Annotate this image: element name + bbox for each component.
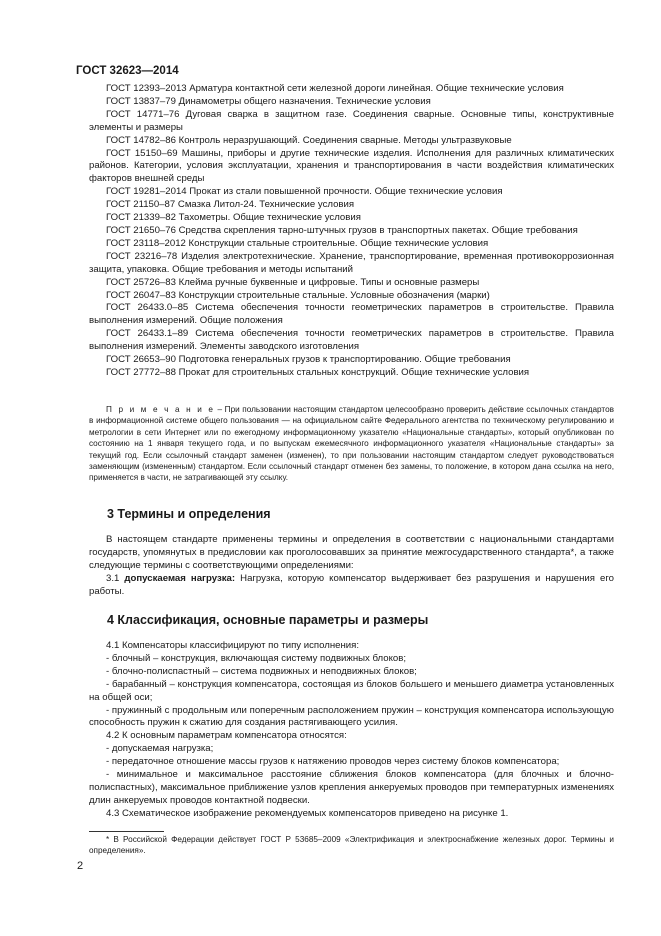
list-item: - допускаемая нагрузка; [106, 743, 214, 755]
reference-item: ГОСТ 23216–78 Изделия электротехнические. Хранение, транспортирование, временная противокоррозионная защита, упаковка. Общие требования и методы испытаний [89, 250, 614, 275]
term-text: Нагрузка, которую компенсатор выдерживает без разрушения и нарушения его работы. [89, 572, 614, 597]
reference-item: ГОСТ 26433.0–85 Система обеспечения точности геометрических параметров в строительстве. Правила выполнения измерений. Общие положения [89, 302, 614, 327]
page-header: ГОСТ 32623—2014 [76, 65, 179, 77]
list-item: - блочно-полиспастный – система подвижных и неподвижных блоков; [106, 665, 417, 677]
footnote: * В Российской Федерации действует ГОСТ Р 53685–2009 «Электрификация и электроснабжение железных дорог. Термины и определения». [89, 835, 614, 856]
list-item: - минимальное и максимальное расстояние сближения блоков компенсатора (для блочных и блочно-полиспастных), максимальное приближение узлов крепления анкеруемых проводов при температурных изменениях длин анкеруемых проводов контактной подвески. [89, 769, 614, 806]
reference-item: ГОСТ 26047–83 Конструкции строительные стальные. Условные обозначения (марки) [106, 289, 490, 301]
reference-item: ГОСТ 27772–88 Прокат для строительных стальных конструкций. Общие технические условия [106, 366, 530, 378]
reference-item: ГОСТ 21650–76 Средства скрепления тарно-штучных грузов в транспортных пакетах. Общие требования [106, 224, 578, 236]
note-label: П р и м е ч а н и е [106, 405, 215, 414]
page-number: 2 [77, 860, 84, 872]
section-3-body [89, 534, 614, 599]
paragraph: 4.3 Схематическое изображение рекомендуемых компенсаторов приведено на рисунке 1. [106, 807, 509, 819]
reference-item: ГОСТ 15150–69 Машины, приборы и другие технические изделия. Исполнения для различных климатических районов. Категории, условия эксплуатации, хранения и транспортирования в части воздействия климатических факторов внешней среды [89, 147, 614, 185]
list-item: - барабанный – конструкция компенсатора, состоящая из блоков большего и меньшего диаметра установленных на общей оси; [89, 678, 614, 703]
references-note [89, 404, 614, 484]
reference-item: ГОСТ 26433.1–89 Система обеспечения точности геометрических параметров в строительстве. Правила выполнения измерений. Элементы заводского изготовления [89, 328, 614, 353]
list-item: - пружинный с продольным или поперечным расположением пружин – конструкция компенсатора использующую способность пружин к сжатию для создания растягивающего усилия. [89, 704, 614, 729]
paragraph: 4.2 К основным параметрам компенсатора относятся: [106, 730, 347, 742]
reference-item: ГОСТ 25726–83 Клейма ручные буквенные и цифровые. Типы и основные размеры [106, 276, 480, 288]
reference-item: ГОСТ 21150–87 Смазка Литол-24. Технические условия [106, 199, 355, 211]
reference-item: ГОСТ 14771–76 Дуговая сварка в защитном газе. Соединения сварные. Основные типы, конструктивные элементы и размеры [89, 108, 614, 133]
term-name: допускаемая нагрузка: [124, 572, 236, 584]
section-3-intro: В настоящем стандарте применены термины и определения в соответствии с национальными стандартами государств, упомянутых в предисловии как проголосовавших за принятие межгосударственного стандарта*, а также следующие термины с соответствующими определениями: [89, 534, 614, 571]
section-3-heading: 3 Термины и определения [107, 507, 271, 521]
reference-item: ГОСТ 19281–2014 Прокат из стали повышенной прочности. Общие технические условия [106, 186, 503, 198]
list-item: - передаточное отношение массы грузов к натяжению проводов через систему блоков компенсатора; [106, 756, 560, 768]
normative-references-list [89, 83, 614, 380]
section-4-heading: 4 Классификация, основные параметры и размеры [107, 613, 429, 627]
section-4-body [89, 640, 614, 821]
reference-item: ГОСТ 23118–2012 Конструкции стальные строительные. Общие технические условия [106, 237, 489, 249]
footnote-divider [89, 831, 164, 832]
reference-item: ГОСТ 26653–90 Подготовка генеральных грузов к транспортированию. Общие требования [106, 354, 511, 366]
list-item: - блочный – конструкция, включающая систему подвижных блоков; [106, 652, 407, 664]
reference-item: ГОСТ 13837–79 Динамометры общего назначения. Технические условия [106, 95, 431, 107]
paragraph: 4.1 Компенсаторы классифицируют по типу исполнения: [106, 640, 359, 651]
reference-item: ГОСТ 12393–2013 Арматура контактной сети железной дороги линейная. Общие технические условия [106, 83, 564, 94]
note-text: – При пользовании настоящим стандартом целесообразно проверить действие ссылочных стандартов в информационной системе общего пользования — на официальном сайте Федерального агентства по техническому регулированию и метрологии в сети Интернет или по ежегодному информационному указателю «Национальные стандарты», который опубликован по состоянию на 1 января текущего года, и по выпускам ежемесячного информационного указателя «Национальные стандарты» за текущий год. Если ссылочный стандарт заменен (изменен), то при пользовании настоящим стандартом следует руководствоваться заменяющим (измененным) стандартом. Если ссылочный стандарт отменен без замены, то положение, в котором дана ссылка на него, применяется в части, не затрагивающей эту ссылку. [89, 405, 614, 483]
reference-item: ГОСТ 21339–82 Тахометры. Общие технические условия [106, 212, 361, 224]
term-number: 3.1 [106, 572, 125, 584]
term-definition [89, 573, 614, 599]
reference-item: ГОСТ 14782–86 Контроль неразрушающий. Соединения сварные. Методы ультразвуковые [106, 134, 512, 146]
